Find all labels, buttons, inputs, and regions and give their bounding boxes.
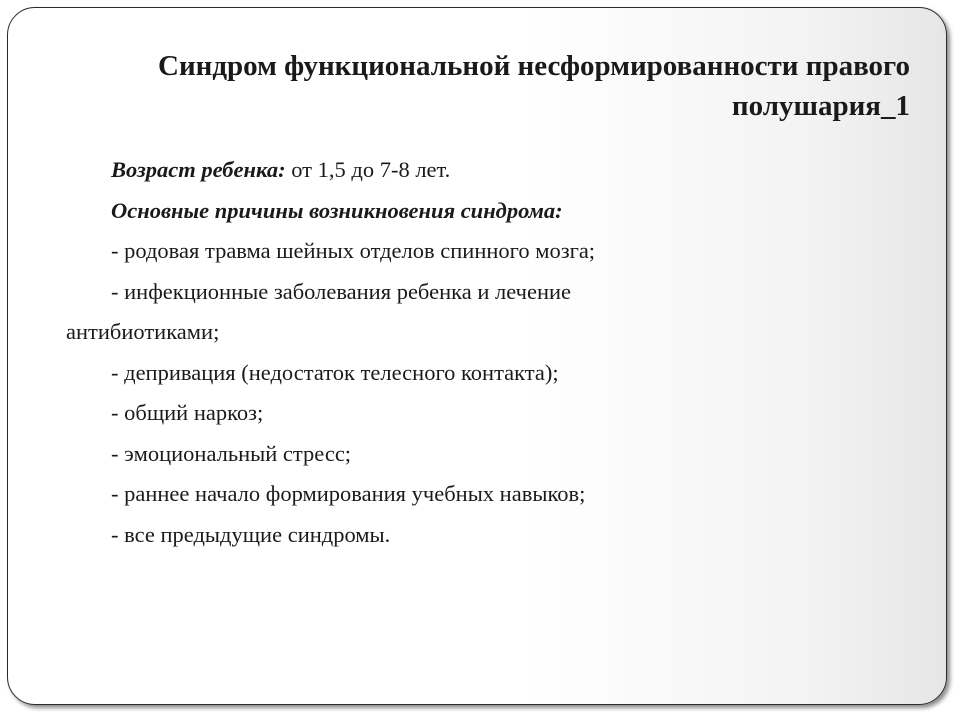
cause-item-5: - эмоциональный стресс;: [111, 440, 352, 466]
causes-heading: Основные причины возникновения синдрома:: [111, 197, 563, 223]
slide-title: [70, 46, 910, 126]
slide-content: [66, 150, 926, 555]
cause-item-2-continuation: антибиотиками;: [66, 319, 220, 344]
cause-item-3: - депривация (недостаток телесного контакта);: [111, 359, 559, 385]
slide-title-line-2: полушария_1: [731, 90, 910, 122]
cause-item-4: - общий наркоз;: [111, 400, 264, 425]
cause-item-7: - все предыдущие синдромы.: [111, 521, 391, 547]
cause-item-1: - родовая травма шейных отделов спинного мозга;: [111, 238, 596, 263]
slide-title-line-1: Синдром функциональной несформированности правого: [158, 50, 910, 82]
cause-item-2: - инфекционные заболевания ребенка и лечение: [111, 278, 572, 304]
age-label: Возраст ребенка:: [111, 157, 286, 182]
slide-frame: [7, 7, 947, 705]
cause-item-6: - раннее начало формирования учебных навыков;: [111, 481, 586, 506]
age-value: от 1,5 до 7-8 лет.: [285, 157, 451, 182]
age-line: [66, 150, 926, 191]
